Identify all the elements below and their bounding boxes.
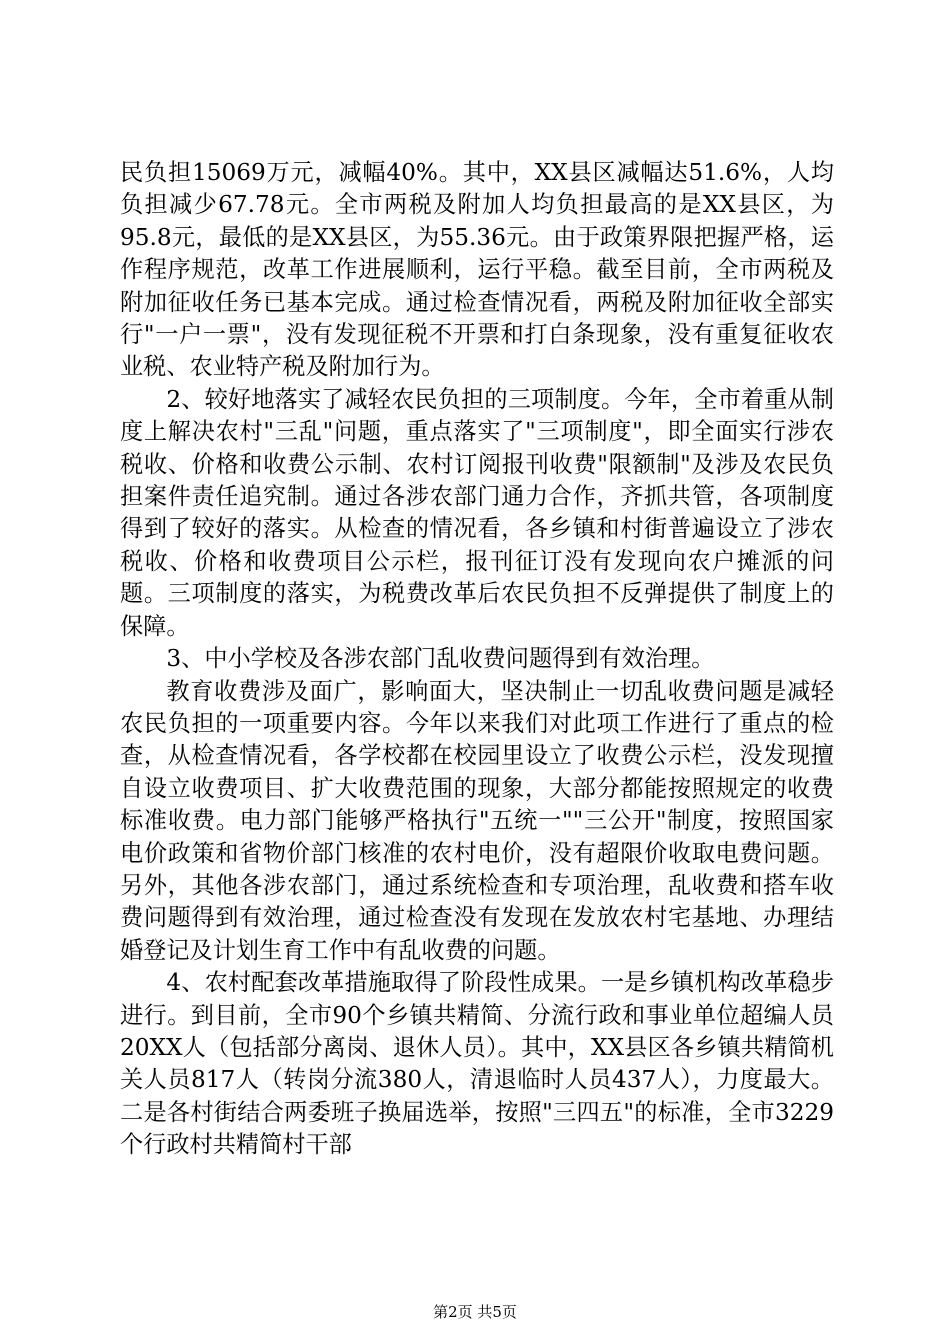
paragraph-item-4: 4、农村配套改革措施取得了阶段性成果。一是乡镇机构改革稳步进行。到目前，全市90个乡镇共精简、分流行政和事业单位超编人员20XX人（包括部分离岗、退休人员）。其中，XX县区各乡镇共精简机关人员817人（转岗分流380人，清退临时人员437人），力度最大。二是各村街结合两委班子换届选举，按照"三四五"的标准，全市3229个行政村共精简村干部 — [120, 969, 834, 1159]
paragraph-continued: 民负担15069万元，减幅40%。其中，XX县区减幅达51.6%，人均负担减少67.78元。全市两税及附加人均负担最高的是XX县区，为95.8元，最低的是XX县区，为55.36元。由于政策界限把握严格，运作程序规范，改革工作进展顺利，运行平稳。截至目前，全市两税及附加征收任务已基本完成。通过检查情况看，两税及附加征收全部实行"一户一票"，没有发现征税不开票和打白条现象，没有重复征收农业税、农业特产税及附加行为。 — [120, 159, 834, 381]
paragraph-item-3: 3、中小学校及各涉农部门乱收费问题得到有效治理。 — [166, 645, 715, 673]
paragraph-education-fees: 教育收费涉及面广，影响面大，坚决制止一切乱收费问题是减轻农民负担的一项重要内容。今年以来我们对此项工作进行了重点的检查，从检查情况看，各学校都在校园里设立了收费公示栏，没发现擅自设立收费项目、扩大收费范围的现象，大部分都能按照规定的收费标准收费。电力部门能够严格执行"五统一""三公开"制度，按照国家电价政策和省物价部门核准的农村电价，没有超限价收取电费问题。另外，其他各涉农部门，通过系统检查和专项治理，乱收费和搭车收费问题得到有效治理，通过检查没有发现在发放农村宅基地、办理结婚登记及计划生育工作中有乱收费的问题。 — [120, 677, 834, 964]
document-body — [120, 157, 834, 1162]
page-footer: 第2页 共5页 — [433, 1303, 517, 1321]
paragraph-item-2: 2、较好地落实了减轻农民负担的三项制度。今年，全市着重从制度上解决农村"三乱"问题，重点落实了"三项制度"，即全面实行涉农税收、价格和收费公示制、农村订阅报刊收费"限额制"及涉及农民负担案件责任追究制。通过各涉农部门通力合作，齐抓共管，各项制度得到了较好的落实。从检查的情况看，各乡镇和村街普遍设立了涉农税收、价格和收费项目公示栏，报刊征订没有发现向农户摊派的问题。三项制度的落实，为税费改革后农民负担不反弹提供了制度上的保障。 — [120, 385, 834, 640]
